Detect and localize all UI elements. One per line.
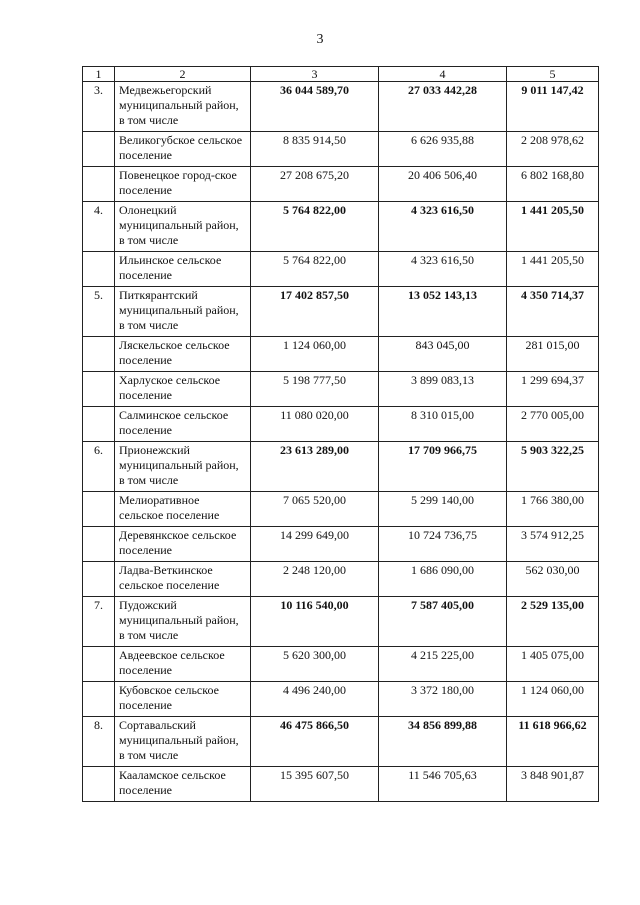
entity-name-cell: Кубовское сельское поселение	[115, 682, 251, 717]
column-5-value-cell: 1 441 205,50	[507, 252, 599, 287]
column-4-value-cell: 4 215 225,00	[379, 647, 507, 682]
column-4-value-cell: 17 709 966,75	[379, 442, 507, 492]
column-3-value-cell: 8 835 914,50	[251, 132, 379, 167]
column-5-value-cell: 9 011 147,42	[507, 82, 599, 132]
row-number-cell	[83, 562, 115, 597]
district-row	[83, 287, 599, 337]
row-number-cell: 3.	[83, 82, 115, 132]
column-3-value-cell: 10 116 540,00	[251, 597, 379, 647]
column-header: 5	[507, 67, 599, 82]
settlement-row	[83, 767, 599, 802]
column-4-value-cell: 3 899 083,13	[379, 372, 507, 407]
column-4-value-cell: 10 724 736,75	[379, 527, 507, 562]
row-number-cell	[83, 492, 115, 527]
column-4-value-cell: 6 626 935,88	[379, 132, 507, 167]
column-5-value-cell: 2 529 135,00	[507, 597, 599, 647]
column-4-value-cell: 843 045,00	[379, 337, 507, 372]
entity-name-cell: Авдеевское сельское поселение	[115, 647, 251, 682]
row-number-cell	[83, 407, 115, 442]
column-4-value-cell: 3 372 180,00	[379, 682, 507, 717]
column-3-value-cell: 5 620 300,00	[251, 647, 379, 682]
column-5-value-cell: 11 618 966,62	[507, 717, 599, 767]
row-number-cell	[83, 252, 115, 287]
column-4-value-cell: 27 033 442,28	[379, 82, 507, 132]
column-5-value-cell: 4 350 714,37	[507, 287, 599, 337]
settlement-row	[83, 407, 599, 442]
settlement-row	[83, 252, 599, 287]
column-3-value-cell: 23 613 289,00	[251, 442, 379, 492]
column-4-value-cell: 1 686 090,00	[379, 562, 507, 597]
column-3-value-cell: 46 475 866,50	[251, 717, 379, 767]
row-number-cell	[83, 767, 115, 802]
column-4-value-cell: 4 323 616,50	[379, 202, 507, 252]
column-5-value-cell: 562 030,00	[507, 562, 599, 597]
settlement-row	[83, 167, 599, 202]
table-header-row	[83, 67, 599, 82]
settlement-row	[83, 682, 599, 717]
column-3-value-cell: 4 496 240,00	[251, 682, 379, 717]
column-header: 4	[379, 67, 507, 82]
column-5-value-cell: 1 441 205,50	[507, 202, 599, 252]
entity-name-cell: Деревянкское сельское поселение	[115, 527, 251, 562]
budget-table	[82, 66, 599, 802]
column-3-value-cell: 11 080 020,00	[251, 407, 379, 442]
row-number-cell: 7.	[83, 597, 115, 647]
entity-name-cell: Питкярантский муниципальный район, в том числе	[115, 287, 251, 337]
column-3-value-cell: 17 402 857,50	[251, 287, 379, 337]
district-row	[83, 82, 599, 132]
settlement-row	[83, 492, 599, 527]
row-number-cell: 5.	[83, 287, 115, 337]
district-row	[83, 442, 599, 492]
page-number: 3	[316, 32, 324, 47]
entity-name-cell: Ляскельское сельское поселение	[115, 337, 251, 372]
row-number-cell	[83, 372, 115, 407]
column-4-value-cell: 5 299 140,00	[379, 492, 507, 527]
column-3-value-cell: 1 124 060,00	[251, 337, 379, 372]
column-5-value-cell: 1 405 075,00	[507, 647, 599, 682]
entity-name-cell: Салминское сельское поселение	[115, 407, 251, 442]
entity-name-cell: Пудожский муниципальный район, в том числе	[115, 597, 251, 647]
column-4-value-cell: 13 052 143,13	[379, 287, 507, 337]
settlement-row	[83, 647, 599, 682]
entity-name-cell: Ладва-Веткинское сельское поселение	[115, 562, 251, 597]
row-number-cell	[83, 527, 115, 562]
row-number-cell	[83, 647, 115, 682]
settlement-row	[83, 132, 599, 167]
column-header: 3	[251, 67, 379, 82]
column-3-value-cell: 15 395 607,50	[251, 767, 379, 802]
column-3-value-cell: 5 764 822,00	[251, 252, 379, 287]
column-5-value-cell: 281 015,00	[507, 337, 599, 372]
column-3-value-cell: 27 208 675,20	[251, 167, 379, 202]
column-5-value-cell: 1 766 380,00	[507, 492, 599, 527]
settlement-row	[83, 337, 599, 372]
column-3-value-cell: 2 248 120,00	[251, 562, 379, 597]
district-row	[83, 202, 599, 252]
row-number-cell	[83, 167, 115, 202]
settlement-row	[83, 372, 599, 407]
row-number-cell	[83, 132, 115, 167]
column-header: 1	[83, 67, 115, 82]
entity-name-cell: Сортавальский муниципальный район, в том числе	[115, 717, 251, 767]
entity-name-cell: Кааламское сельское поселение	[115, 767, 251, 802]
settlement-row	[83, 562, 599, 597]
entity-name-cell: Олонецкий муниципальный район, в том числе	[115, 202, 251, 252]
column-4-value-cell: 11 546 705,63	[379, 767, 507, 802]
settlement-row	[83, 527, 599, 562]
row-number-cell	[83, 682, 115, 717]
entity-name-cell: Прионежский муниципальный район, в том числе	[115, 442, 251, 492]
table-body	[83, 67, 599, 802]
row-number-cell: 6.	[83, 442, 115, 492]
row-number-cell	[83, 337, 115, 372]
column-4-value-cell: 8 310 015,00	[379, 407, 507, 442]
column-5-value-cell: 3 574 912,25	[507, 527, 599, 562]
column-header: 2	[115, 67, 251, 82]
column-5-value-cell: 2 208 978,62	[507, 132, 599, 167]
entity-name-cell: Ильинское сельское поселение	[115, 252, 251, 287]
column-3-value-cell: 5 764 822,00	[251, 202, 379, 252]
row-number-cell: 4.	[83, 202, 115, 252]
entity-name-cell: Мелиоративное сельское поселение	[115, 492, 251, 527]
column-5-value-cell: 1 124 060,00	[507, 682, 599, 717]
row-number-cell: 8.	[83, 717, 115, 767]
column-3-value-cell: 5 198 777,50	[251, 372, 379, 407]
district-row	[83, 597, 599, 647]
column-4-value-cell: 20 406 506,40	[379, 167, 507, 202]
column-3-value-cell: 7 065 520,00	[251, 492, 379, 527]
column-3-value-cell: 14 299 649,00	[251, 527, 379, 562]
entity-name-cell: Великогубское сельское поселение	[115, 132, 251, 167]
entity-name-cell: Харлуское сельское поселение	[115, 372, 251, 407]
column-3-value-cell: 36 044 589,70	[251, 82, 379, 132]
entity-name-cell: Медвежьегорский муниципальный район, в том числе	[115, 82, 251, 132]
column-5-value-cell: 1 299 694,37	[507, 372, 599, 407]
column-5-value-cell: 5 903 322,25	[507, 442, 599, 492]
column-4-value-cell: 4 323 616,50	[379, 252, 507, 287]
column-4-value-cell: 7 587 405,00	[379, 597, 507, 647]
entity-name-cell: Повенецкое город-ское поселение	[115, 167, 251, 202]
column-5-value-cell: 6 802 168,80	[507, 167, 599, 202]
column-5-value-cell: 3 848 901,87	[507, 767, 599, 802]
column-4-value-cell: 34 856 899,88	[379, 717, 507, 767]
district-row	[83, 717, 599, 767]
column-5-value-cell: 2 770 005,00	[507, 407, 599, 442]
